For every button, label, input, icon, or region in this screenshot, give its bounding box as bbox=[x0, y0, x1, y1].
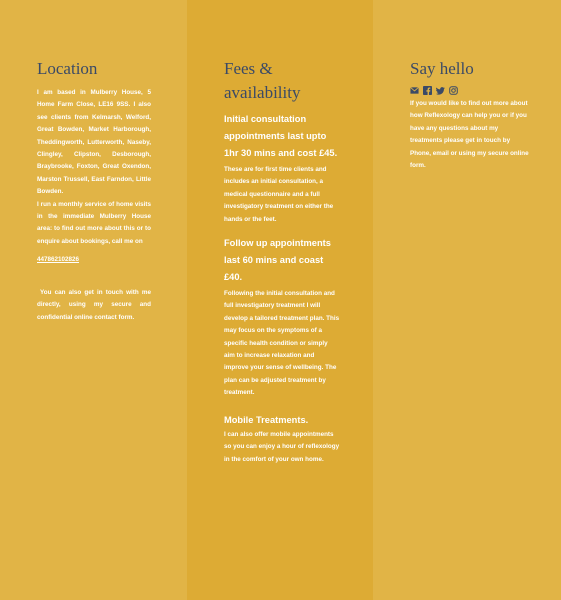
spacer bbox=[37, 267, 151, 287]
facebook-icon[interactable] bbox=[423, 86, 432, 95]
say-hello-column bbox=[373, 0, 561, 600]
phone-link[interactable]: 447862102826 bbox=[37, 256, 80, 264]
followup-title: Follow up appointments last 60 mins and coast £40. bbox=[224, 238, 331, 283]
location-column bbox=[0, 0, 187, 600]
followup-desc: Following the initial consultation and full investigatory treatment I will develop a tailored treatment plan. This may focus on the symptoms of a specific health condition or simply aim to increase relaxation and improve your sense of wellbeing. The plan can be adjusted treatment by treatment. bbox=[224, 290, 340, 397]
initial-consultation-desc: These are for first time clients and includes an initial consultation, a medical questionnaire and a full investigatory treatment on either the hands or the feet. bbox=[224, 166, 334, 223]
mobile-treatments-desc: I can also offer mobile appointments so you can enjoy a hour of reflexology in the comfort of your own home. bbox=[224, 430, 340, 463]
fees-column bbox=[187, 0, 373, 600]
instagram-icon[interactable] bbox=[449, 86, 458, 95]
social-icons bbox=[410, 86, 531, 95]
fees-heading: Fees & availability bbox=[224, 59, 301, 102]
contact-form-note: You can also get in touch with me directly, using my secure and confidential online contact form. bbox=[37, 288, 151, 321]
mobile-treatments-title: Mobile Treatments. bbox=[224, 414, 309, 425]
home-visits-text: I run a monthly service of home visits in the immediate Mulberry House area: to find out more about this or to enquire about bookings, call me on bbox=[37, 200, 151, 245]
twitter-icon[interactable] bbox=[436, 86, 445, 95]
location-address: I am based in Mulberry House, 5 Home Farm Close, LE16 9SS. I also see clients from Kelmarsh, Welford, Great Bowden, Market Harborough, Theddingworth, Lutterworth, Naseby, Clingley, Clipston, Desborough, Braybrooke, Foxton, Great Oxendon, Marston Trussell, East Farndon, Little Bowden. bbox=[37, 89, 151, 196]
say-hello-text: If you would like to find out more about how Reflexology can help you or if you have any questions about my treatments please get in touch by Phone, email or using my secure online form. bbox=[410, 100, 529, 170]
initial-consultation-title: Initial consultation appointments last upto 1hr 30 mins and cost £45. bbox=[224, 114, 338, 158]
location-heading: Location bbox=[37, 59, 98, 78]
envelope-icon[interactable] bbox=[410, 86, 419, 95]
say-hello-heading: Say hello bbox=[410, 59, 474, 78]
